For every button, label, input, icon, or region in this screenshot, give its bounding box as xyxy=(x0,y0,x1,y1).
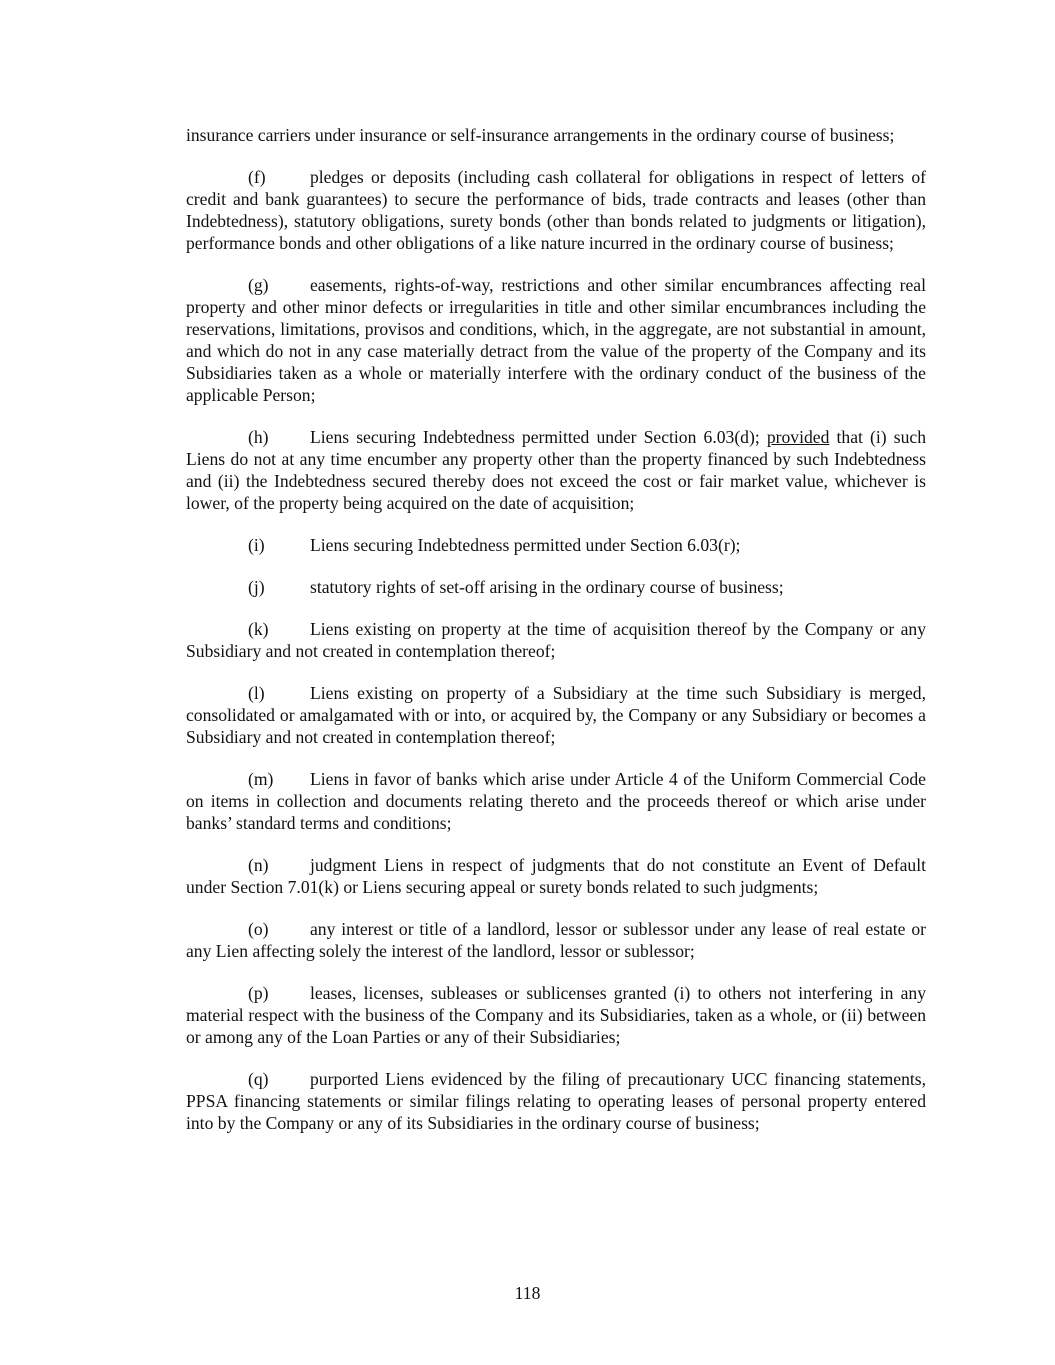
clause-n xyxy=(186,854,926,898)
continuation-paragraph: insurance carriers under insurance or self-insurance arrangements in the ordinary course of business; xyxy=(186,125,895,145)
clause-p xyxy=(186,982,926,1048)
clause-i xyxy=(186,534,926,556)
page-number: 118 xyxy=(514,1283,541,1303)
clause-m xyxy=(186,768,926,834)
clause-l xyxy=(186,682,926,748)
clause-label: (l) xyxy=(248,683,265,703)
clause-text: Liens existing on property at the time of acquisition thereof by the Company or any Subsidiary and not created in contemplation thereof; xyxy=(186,619,926,661)
clause-text: easements, rights-of-way, restrictions and other similar encumbrances affecting real property and other minor defects or irregularities in title and other similar encumbrances including the reservations, limitations, provisos and conditions, which, in the aggregate, are not substantial in amount, and which do not in any case materially detract from the value of the property of the Company and its Subsidiaries taken as a whole or materially interfere with the ordinary conduct of the business of the applicable Person; xyxy=(186,275,926,405)
clause-text: Liens securing Indebtedness permitted under Section 6.03(r); xyxy=(310,535,741,555)
clause-f xyxy=(186,166,926,254)
clause-label: (j) xyxy=(248,577,265,597)
provided-term: provided xyxy=(766,427,830,447)
clause-label: (k) xyxy=(248,619,269,639)
clause-text: Liens existing on property of a Subsidiary at the time such Subsidiary is merged, consolidated or amalgamated with or into, or acquired by, the Company or any Subsidiary or becomes a Subsidiary and not created in contemplation thereof; xyxy=(186,683,926,747)
clause-text-after: that (i) such Liens do not at any time encumber any property other than the property financed by such Indebtedness and (ii) the Indebtedness secured thereby does not exceed the cost or fair market value, whichever is lower, of the property being acquired on the date of acquisition; xyxy=(186,427,926,513)
clause-label: (g) xyxy=(248,275,269,295)
document-body xyxy=(186,124,926,1154)
clause-label: (p) xyxy=(248,983,269,1003)
clause-h xyxy=(186,426,926,514)
clause-g xyxy=(186,274,926,406)
clause-label: (n) xyxy=(248,855,269,875)
clause-q xyxy=(186,1068,926,1134)
clause-text: Liens in favor of banks which arise under Article 4 of the Uniform Commercial Code on items in collection and documents relating thereto and the proceeds thereof or which arise under banks’ standard terms and conditions; xyxy=(186,769,926,833)
clause-text: purported Liens evidenced by the filing of precautionary UCC financing statements, PPSA financing statements or similar filings relating to operating leases of personal property entered into by the Company or any of its Subsidiaries in the ordinary course of business; xyxy=(186,1069,926,1133)
clause-text: any interest or title of a landlord, lessor or sublessor under any lease of real estate or any Lien affecting solely the interest of the landlord, lessor or sublessor; xyxy=(186,919,926,961)
clause-text: statutory rights of set-off arising in the ordinary course of business; xyxy=(310,577,784,597)
clause-k xyxy=(186,618,926,662)
clause-label: (i) xyxy=(248,535,265,555)
clause-label: (h) xyxy=(248,427,269,447)
clause-label: (f) xyxy=(248,167,266,187)
clause-text: leases, licenses, subleases or sublicenses granted (i) to others not interfering in any material respect with the business of the Company and its Subsidiaries, taken as a whole, or (ii) between or among any of the Loan Parties or any of their Subsidiaries; xyxy=(186,983,926,1047)
clause-text: judgment Liens in respect of judgments that do not constitute an Event of Default under Section 7.01(k) or Liens securing appeal or surety bonds related to such judgments; xyxy=(186,855,926,897)
clause-label: (m) xyxy=(248,769,274,789)
clause-label: (q) xyxy=(248,1069,269,1089)
clause-o xyxy=(186,918,926,962)
clause-text: pledges or deposits (including cash collateral for obligations in respect of letters of credit and bank guarantees) to secure the performance of bids, trade contracts and leases (other than Indebtedness), statutory obligations, surety bonds (other than bonds related to judgments or litigation), performance bonds and other obligations of a like nature incurred in the ordinary course of business; xyxy=(186,167,926,253)
clause-text-before: Liens securing Indebtedness permitted under Section 6.03(d); xyxy=(310,427,767,447)
clause-j xyxy=(186,576,926,598)
clause-label: (o) xyxy=(248,919,269,939)
